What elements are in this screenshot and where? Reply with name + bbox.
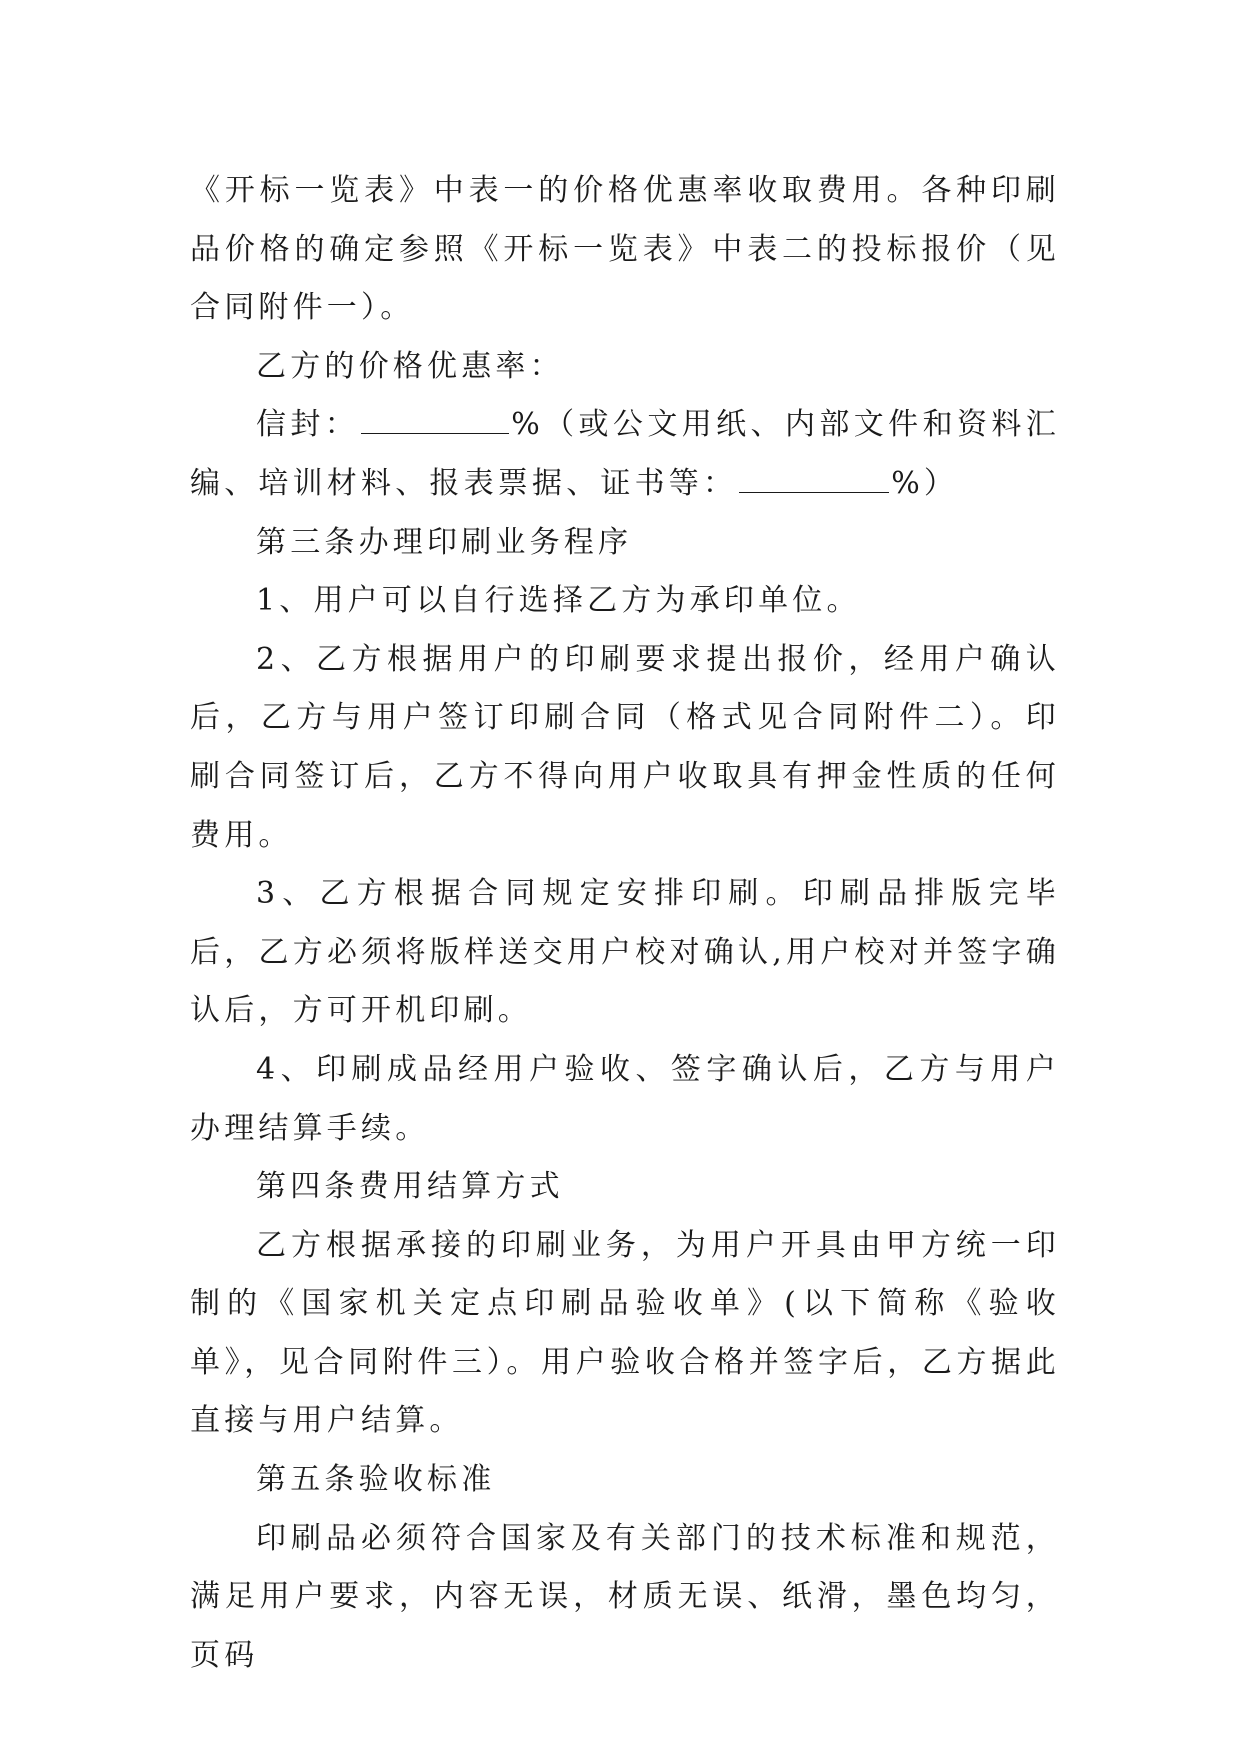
article-5-body: 印刷品必须符合国家及有关部门的技术标准和规范，满足用户要求，内容无误，材质无误、纸滑，墨色均匀，页码 (190, 1520, 1060, 1673)
other-items-rate-blank (739, 462, 889, 493)
article-3-item-4: 4、印刷成品经用户验收、签字确认后，乙方与用户办理结算手续。 (190, 1051, 1060, 1146)
article-3-item-3: 3、乙方根据合同规定安排印刷。印刷品排版完毕后，乙方必须将版样送交用户校对确认,用户校对并签字确认后，方可开机印刷。 (190, 876, 1060, 1029)
article-3-item-2: 2、乙方根据用户的印刷要求提出报价，经用户确认后，乙方与用户签订印刷合同（格式见合同附件二）。印刷合同签订后，乙方不得向用户收取具有押金性质的任何费用。 (190, 641, 1060, 853)
article-3-item-1: 1、用户可以自行选择乙方为承印单位。 (256, 583, 861, 619)
article-4-body: 乙方根据承接的印刷业务，为用户开具由甲方统一印制的《国家机关定点印刷品验收单》(以下简称《验收单》，见合同附件三）。用户验收合格并签字后，乙方据此直接与用户结算。 (190, 1227, 1060, 1439)
envelope-rate-blank (361, 403, 509, 434)
article-4-heading: 第四条费用结算方式 (256, 1169, 564, 1205)
article-3-heading: 第三条办理印刷业务程序 (256, 524, 633, 560)
envelope-label: 信封： (256, 407, 360, 443)
paragraph-discount-rates (190, 396, 1060, 513)
paragraph-price-reference: 《开标一览表》中表一的价格优惠率收取费用。各种印刷品价格的确定参照《开标一览表》中表二的投标报价（见合同附件一）。 (190, 173, 1060, 326)
paragraph-discount-rate-heading: 乙方的价格优惠率： (256, 348, 564, 384)
other-items-label: %（或公文用纸、内部文件和资料汇编、培训材料、报表票据、证书等： (190, 407, 1060, 501)
document-body (190, 162, 1060, 1685)
percent-close: %） (891, 465, 959, 501)
article-5-heading: 第五条验收标准 (256, 1462, 496, 1498)
